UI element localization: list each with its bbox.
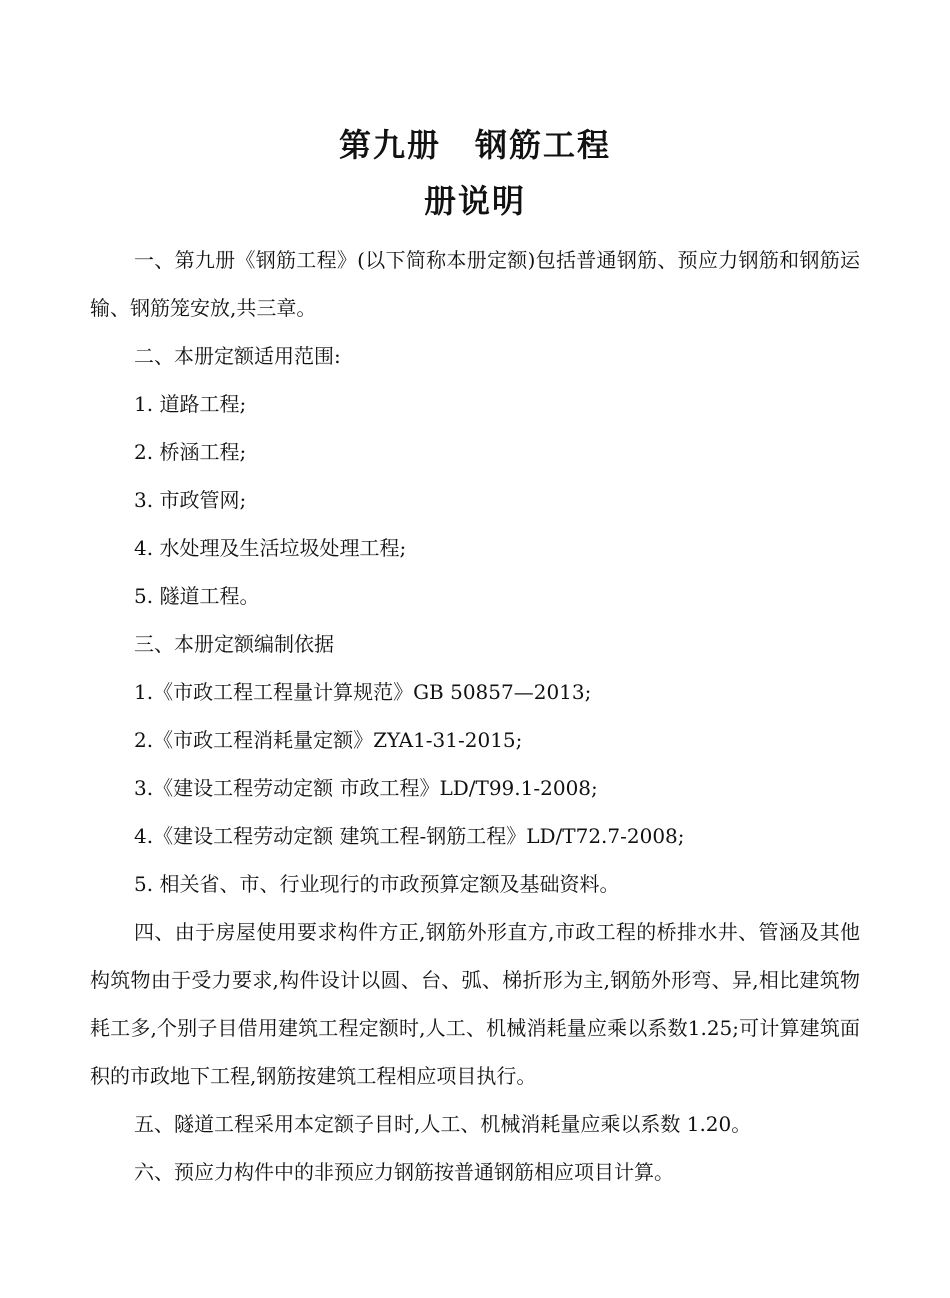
document-body	[90, 236, 860, 1196]
list-item-pipe: 3. 市政管网;	[134, 488, 247, 512]
paragraph-6: 六、预应力构件中的非预应力钢筋按普通钢筋相应项目计算。	[134, 1160, 674, 1184]
page-title: 第九册 钢筋工程	[338, 126, 611, 164]
paragraph-1: 一、第九册《钢筋工程》(以下简称本册定额)包括普通钢筋、预应力钢筋和钢筋运输、钢筋笼安放,共三章。	[90, 248, 860, 320]
paragraph-4: 四、由于房屋使用要求构件方正,钢筋外形直方,市政工程的桥排水井、管涵及其他构筑物由于受力要求,构件设计以圆、台、弧、梯折形为主,钢筋外形弯、异,相比建筑物耗工多,个别子目借用建筑工程定额时,人工、机械消耗量应乘以系数1.25;可计算建筑面积的市政地下工程,钢筋按建筑工程相应项目执行。	[90, 920, 860, 1088]
reference-4: 4.《建设工程劳动定额 建筑工程-钢筋工程》LD/T72.7-2008;	[134, 824, 685, 848]
reference-1: 1.《市政工程工程量计算规范》GB 50857—2013;	[134, 680, 592, 704]
paragraph-2: 二、本册定额适用范围:	[134, 344, 341, 368]
reference-3: 3.《建设工程劳动定额 市政工程》LD/T99.1-2008;	[134, 776, 598, 800]
list-item-water: 4. 水处理及生活垃圾处理工程;	[134, 536, 407, 560]
paragraph-3: 三、本册定额编制依据	[134, 632, 334, 656]
paragraph-5: 五、隧道工程采用本定额子目时,人工、机械消耗量应乘以系数 1.20。	[134, 1112, 752, 1136]
list-item-road: 1. 道路工程;	[134, 392, 247, 416]
page-subtitle: 册说明	[423, 182, 526, 220]
list-item-bridge: 2. 桥涵工程;	[134, 440, 247, 464]
list-item-tunnel: 5. 隧道工程。	[134, 584, 260, 608]
reference-2: 2.《市政工程消耗量定额》ZYA1-31-2015;	[134, 728, 523, 752]
reference-5: 5. 相关省、市、行业现行的市政预算定额及基础资料。	[134, 872, 620, 896]
